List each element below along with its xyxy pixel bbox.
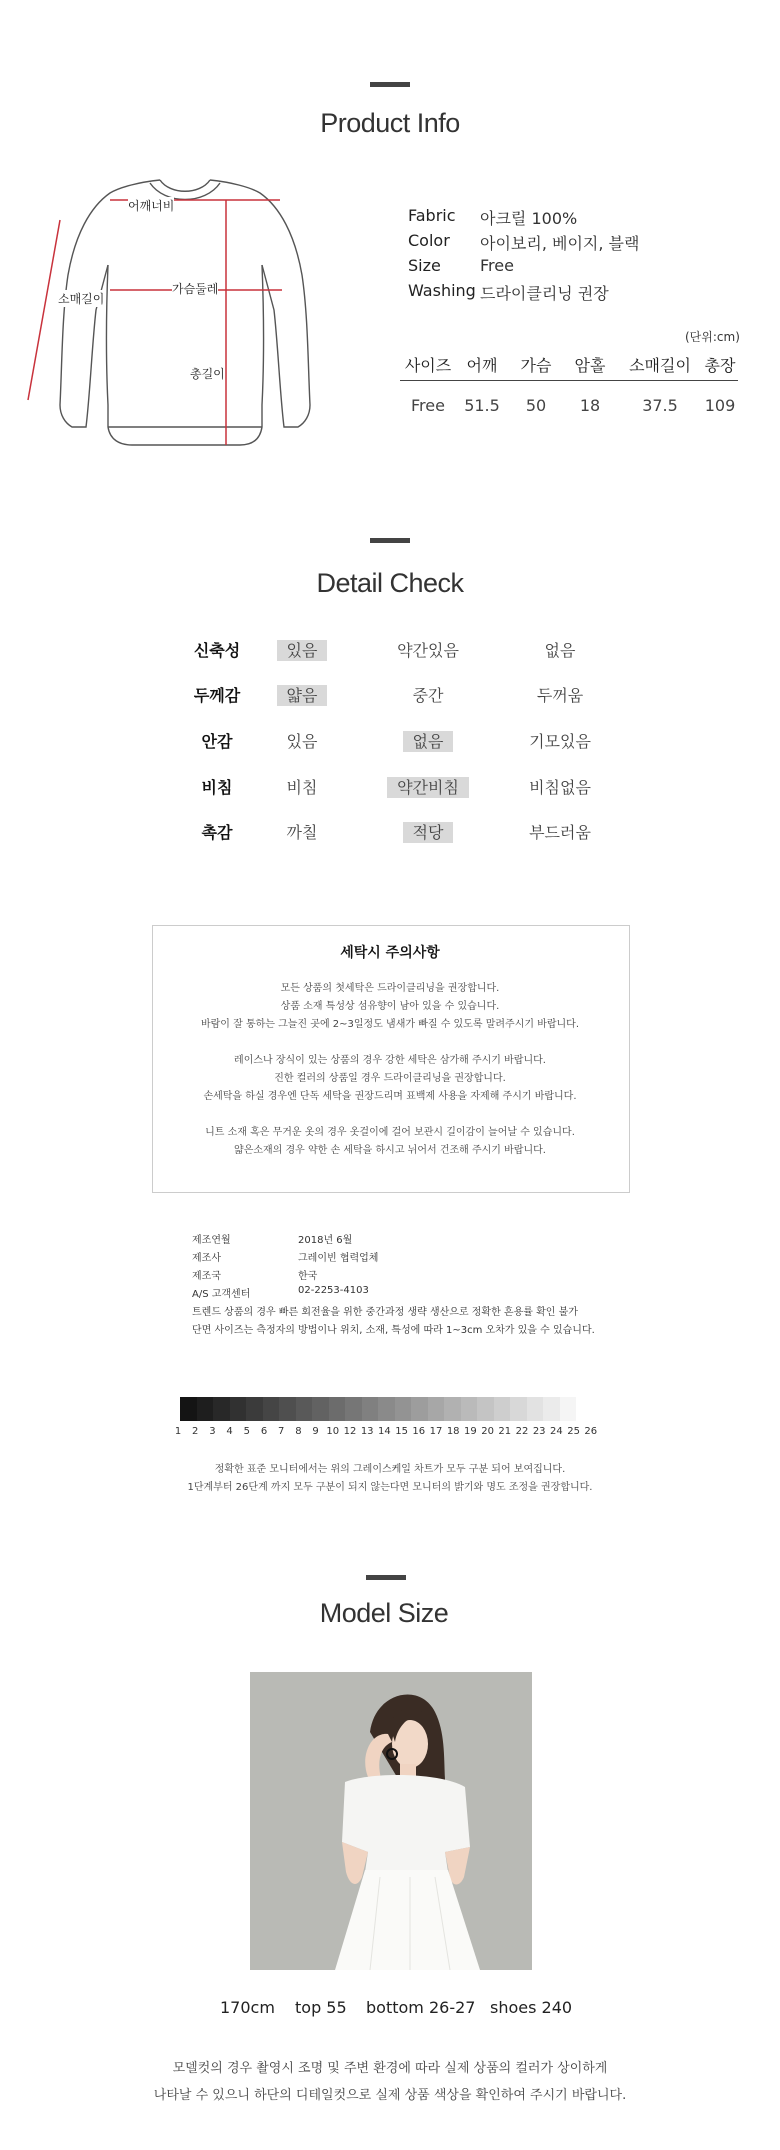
grayscale-number: 24: [550, 1426, 563, 1437]
spec-value-fabric: 아크릴 100%: [480, 209, 578, 228]
product-info-title: Product Info: [320, 108, 460, 138]
detail-check-option: [363, 820, 493, 843]
model-photo: [250, 1672, 532, 1970]
detail-check-option: [495, 820, 625, 843]
section-bar: [370, 538, 410, 543]
section-bar: [366, 1575, 406, 1580]
detail-check-option: [495, 683, 625, 706]
grayscale-note: 정확한 표준 모니터에서는 위의 그레이스케일 차트가 모두 구분 되어 보여집니다.: [214, 1464, 566, 1475]
grayscale-number: 13: [360, 1426, 374, 1437]
detail-check-option-text: 부드러움: [529, 823, 591, 842]
grayscale-number: 16: [412, 1426, 426, 1437]
washing-line: 손세탁을 하실 경우엔 단독 세탁을 권장드리며 표백제 사용을 자제해 주시기 바랍니다.: [203, 1091, 577, 1102]
table-cell: 37.5: [642, 396, 678, 415]
grayscale-number: 12: [343, 1426, 357, 1437]
washing-line: 얇은소재의 경우 약한 손 세탁을 하시고 뉘어서 건조해 주시기 바랍니다.: [234, 1145, 546, 1156]
detail-check-option: [237, 638, 367, 661]
detail-check-option-text: 얇음: [277, 685, 328, 706]
table-cell: 109: [704, 396, 736, 415]
grayscale-swatch: [197, 1397, 214, 1421]
detail-check-label: 비침: [201, 778, 233, 797]
diagram-label-length: 총길이: [190, 367, 225, 381]
grayscale-swatch: [329, 1397, 346, 1421]
grayscale-swatch: [411, 1397, 428, 1421]
grayscale-number: 8: [295, 1426, 302, 1437]
detail-check-option-text: 비침없음: [529, 778, 591, 797]
detail-check-label: 신축성: [193, 641, 241, 660]
spec-label-size: Size: [408, 256, 441, 275]
model-note: 모델컷의 경우 촬영시 조명 및 주변 환경에 따라 실제 상품의 컬러가 상이하게: [172, 2061, 608, 2076]
spec-label-color: Color: [408, 231, 450, 250]
detail-check-option: [495, 638, 625, 661]
detail-check-title: Detail Check: [316, 568, 464, 598]
washing-line: 레이스나 장식이 있는 상품의 경우 강한 세탁은 삼가해 주시기 바랍니다.: [234, 1055, 546, 1066]
table-cell: 18: [579, 396, 601, 415]
detail-check-option: [363, 638, 493, 661]
grayscale-number: 23: [532, 1426, 546, 1437]
detail-check-option: [363, 775, 493, 798]
grayscale-swatch: [279, 1397, 296, 1421]
detail-check-option-text: 까칠: [286, 823, 318, 842]
grayscale-swatch: [527, 1397, 544, 1421]
grayscale-swatch: [560, 1397, 577, 1421]
meta-label: 제조연월: [192, 1235, 231, 1246]
sweater-diagram: [20, 165, 350, 450]
meta-value: 한국: [298, 1271, 318, 1282]
spec-label-washing: Washing: [408, 281, 476, 300]
model-bottom-size: bottom 26-27: [366, 1998, 476, 2017]
meta-note: 트렌드 상품의 경우 빠른 회전율을 위한 중간과정 생략 생산으로 정확한 흔용률 확인 불가: [192, 1307, 578, 1318]
grayscale-swatch: [296, 1397, 313, 1421]
diagram-label-sleeve: 소매길이: [58, 292, 105, 306]
meta-note: 단면 사이즈는 측정자의 방법이나 위치, 소재, 특성에 따라 1~3cm 오차가 있을 수 있습니다.: [192, 1325, 595, 1336]
spec-label-fabric: Fabric: [408, 206, 456, 225]
detail-check-option-text: 적당: [403, 822, 454, 843]
grayscale-swatch: [576, 1397, 593, 1421]
meta-label: A/S 고객센터: [192, 1289, 251, 1300]
detail-check-option-text: 있음: [277, 640, 328, 661]
spec-value-size: Free: [480, 256, 514, 275]
grayscale-swatch: [312, 1397, 329, 1421]
meta-label: 제조사: [192, 1253, 221, 1264]
spec-value-color: 아이보리, 베이지, 블랙: [480, 234, 640, 253]
grayscale-swatch: [378, 1397, 395, 1421]
detail-check-option-text: 약간비침: [387, 777, 469, 798]
table-cell: 50: [525, 396, 547, 415]
washing-line: 모든 상품의 첫세탁은 드라이클리닝을 권장합니다.: [280, 983, 500, 994]
grayscale-number: 2: [192, 1426, 199, 1437]
grayscale-swatch: [494, 1397, 511, 1421]
washing-line: 상품 소재 특성상 섬유향이 남아 있을 수 있습니다.: [280, 1001, 500, 1012]
model-top-size: top 55: [295, 1998, 347, 2017]
detail-check-option-text: 없음: [403, 731, 454, 752]
detail-check-option-text: 기모있음: [529, 732, 591, 751]
grayscale-swatch: [345, 1397, 362, 1421]
washing-title: 세탁시 주의사항: [340, 945, 440, 961]
washing-line: 바람이 잘 통하는 그늘진 곳에 2~3일정도 냄새가 빠질 수 있도록 말려주시기 바랍니다.: [200, 1019, 580, 1030]
table-header: 소매길이: [629, 356, 691, 375]
detail-check-option-text: 비침: [286, 778, 318, 797]
grayscale-number: 26: [584, 1426, 598, 1437]
grayscale-number: 1: [174, 1426, 182, 1437]
grayscale-number: 4: [226, 1426, 233, 1437]
grayscale-swatch: [230, 1397, 247, 1421]
detail-check-option: [237, 775, 367, 798]
diagram-label-chest: 가슴둘레: [172, 282, 219, 296]
detail-check-option-text: 있음: [286, 732, 318, 751]
meta-value: 02-2253-4103: [298, 1285, 369, 1296]
model-note: 나타날 수 있으니 하단의 디테일컷으로 실제 상품 색상을 확인하여 주시기 바랍니다.: [153, 2088, 627, 2103]
grayscale-number: 25: [567, 1426, 580, 1437]
table-divider: [400, 380, 738, 381]
grayscale-number: 3: [209, 1426, 216, 1437]
detail-check-option: [495, 775, 625, 798]
detail-check-label: 안감: [201, 732, 233, 751]
grayscale-number: 18: [446, 1426, 460, 1437]
grayscale-swatch: [180, 1397, 197, 1421]
detail-check-option: [237, 820, 367, 843]
model-height: 170cm: [220, 1998, 275, 2017]
grayscale-swatch: [395, 1397, 412, 1421]
table-header: 어깨: [466, 356, 498, 375]
grayscale-number: 6: [260, 1426, 268, 1437]
grayscale-number: 14: [378, 1426, 391, 1437]
model-shoes-size: shoes 240: [490, 1998, 573, 2017]
grayscale-swatch: [543, 1397, 560, 1421]
model-size-title: Model Size: [319, 1598, 449, 1628]
grayscale-swatch: [246, 1397, 263, 1421]
section-bar: [370, 82, 410, 87]
grayscale-note: 1단계부터 26단계 까지 모두 구분이 되지 않는다면 모니터의 밝기와 명도 조정을 권장합니다.: [187, 1482, 593, 1493]
spec-value-washing: 드라이클리닝 권장: [480, 284, 609, 303]
grayscale-number: 10: [326, 1426, 340, 1437]
table-header: 가슴: [520, 356, 552, 375]
grayscale-swatch: [428, 1397, 445, 1421]
detail-check-option: [237, 683, 367, 706]
washing-line: 진한 컬러의 상품일 경우 드라이클리닝을 권장합니다.: [274, 1073, 506, 1084]
table-cell: Free: [411, 396, 445, 415]
grayscale-swatch: [362, 1397, 379, 1421]
grayscale-number: 20: [481, 1426, 494, 1437]
detail-check-option: [237, 729, 367, 752]
detail-check-option: [495, 729, 625, 752]
diagram-label-shoulder: 어깨너비: [128, 199, 175, 213]
grayscale-number: 21: [498, 1426, 512, 1437]
detail-check-option-text: 중간: [412, 686, 444, 705]
detail-check-option: [363, 683, 493, 706]
table-header: 총장: [704, 356, 736, 375]
table-header: 암홀: [574, 356, 606, 375]
washing-line: 니트 소재 혹은 무거운 옷의 경우 옷걸이에 걸어 보관시 길이감이 늘어날 수 있습니다.: [205, 1127, 575, 1138]
table-cell: 51.5: [464, 396, 500, 415]
grayscale-number: 9: [312, 1426, 319, 1437]
grayscale-swatch: [444, 1397, 461, 1421]
unit-note: (단위:cm): [685, 330, 740, 344]
detail-check-label: 촉감: [201, 823, 233, 842]
grayscale-number: 22: [515, 1426, 529, 1437]
meta-label: 제조국: [192, 1271, 221, 1282]
grayscale-number: 15: [395, 1426, 408, 1437]
grayscale-swatch: [510, 1397, 527, 1421]
grayscale-number: 19: [464, 1426, 477, 1437]
grayscale-swatch: [263, 1397, 280, 1421]
detail-check-option-text: 약간있음: [397, 641, 459, 660]
detail-check-option-text: 두꺼움: [536, 686, 584, 705]
grayscale-swatch: [213, 1397, 230, 1421]
detail-check-label: 두께감: [193, 686, 241, 705]
meta-value: 2018년 6월: [298, 1235, 353, 1246]
grayscale-number: 5: [243, 1426, 250, 1437]
detail-check-option: [363, 729, 493, 752]
table-header: 사이즈: [404, 356, 452, 375]
grayscale-number: 17: [429, 1426, 443, 1437]
detail-check-option-text: 없음: [544, 641, 576, 660]
grayscale-number: 7: [278, 1426, 285, 1437]
grayscale-swatch: [477, 1397, 494, 1421]
grayscale-swatch: [461, 1397, 478, 1421]
meta-value: 그레이빈 협력업체: [298, 1253, 379, 1264]
